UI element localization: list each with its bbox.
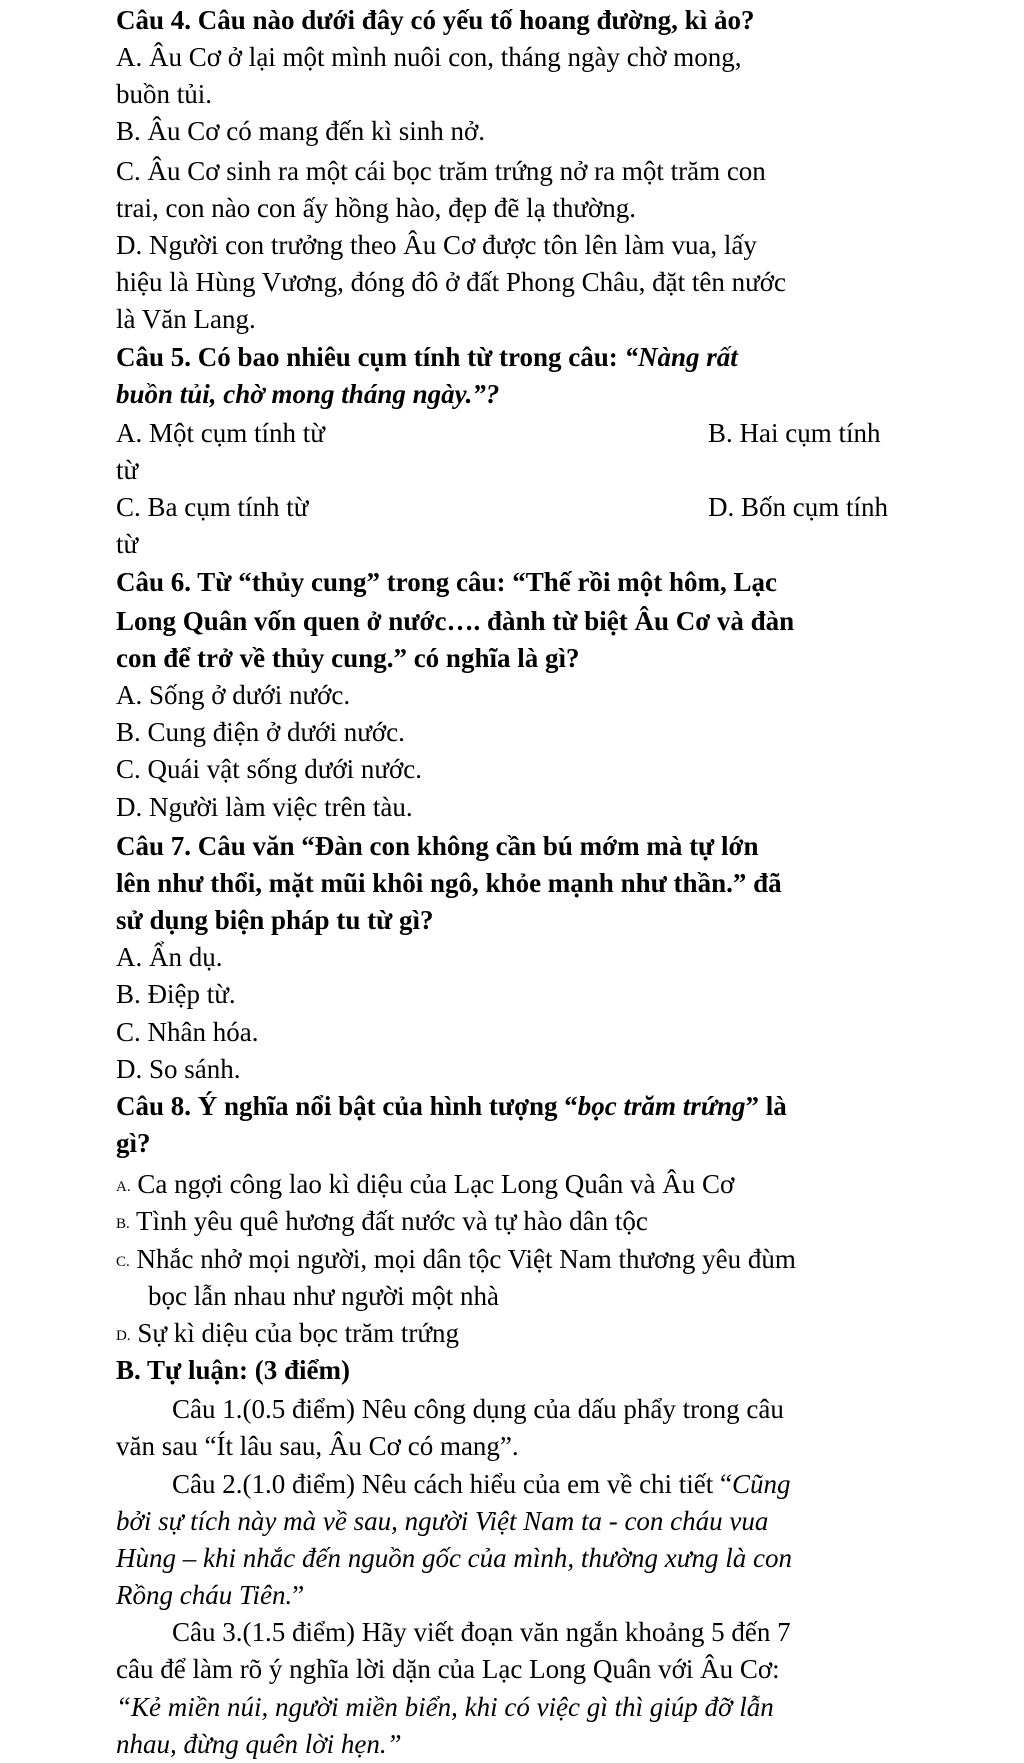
question-4-option-d: D. Người con trưởng theo Âu Cơ được tôn lên làm vua, lấy (116, 230, 757, 260)
question-5-option-c: C. Ba cụm tính từ (116, 492, 309, 522)
question-6-option-d: D. Người làm việc trên tàu. (116, 792, 413, 822)
question-8-option-a: A. Ca ngợi công lao kì diệu của Lạc Long Quân và Âu Cơ (116, 1169, 735, 1199)
question-4-title: Câu 4. Câu nào dưới đây có yếu tố hoang đường, kì ảo? (116, 5, 755, 35)
question-4-option-b: B. Âu Cơ có mang đến kì sinh nở. (116, 116, 486, 146)
question-7-option-c: C. Nhân hóa. (116, 1017, 259, 1047)
question-6-title: Câu 6. Từ “thủy cung” trong câu: “Thế rồi một hôm, Lạc (116, 567, 777, 597)
question-7-title-cont: lên như thổi, mặt mũi khôi ngô, khỏe mạnh như thần.” đã (116, 868, 782, 898)
question-8-option-d: D. Sự kì diệu của bọc trăm trứng (116, 1318, 460, 1348)
question-6-title-cont: Long Quân vốn quen ở nước…. đành từ biệt Âu Cơ và đàn (116, 606, 795, 636)
essay-question-1: Câu 1.(0.5 điểm) Nêu công dụng của dấu phẩy trong câu (172, 1394, 784, 1424)
essay-question-2: Câu 2.(1.0 điểm) Nêu cách hiểu của em về chi tiết “Cũng (172, 1469, 791, 1499)
question-8-option-c-cont: bọc lẫn nhau như người một nhà (148, 1281, 499, 1311)
question-5-option-d-cont: từ (116, 529, 139, 559)
essay-question-3-cont: câu để làm rõ ý nghĩa lời dặn của Lạc Long Quân với Âu Cơ: (116, 1654, 780, 1684)
question-4-option-d-cont: hiệu là Hùng Vương, đóng đô ở đất Phong Châu, đặt tên nước (116, 267, 787, 297)
question-7-option-a: A. Ẩn dụ. (116, 942, 223, 972)
essay-question-2-cont: bởi sự tích này mà về sau, người Việt Nam ta - con cháu vua (116, 1506, 769, 1536)
essay-question-3-cont2: “Kẻ miền núi, người miền biển, khi có việc gì thì giúp đỡ lẫn (116, 1692, 774, 1722)
question-6-option-c: C. Quái vật sống dưới nước. (116, 754, 423, 784)
essay-question-2-cont3: Rồng cháu Tiên.” (116, 1580, 305, 1610)
question-5-option-b-cont: từ (116, 455, 139, 485)
question-4-option-c: C. Âu Cơ sinh ra một cái bọc trăm trứng nở ra một trăm con (116, 156, 766, 186)
question-7-option-b: B. Điệp từ. (116, 979, 236, 1009)
question-5-title: Câu 5. Có bao nhiêu cụm tính từ trong câu: “Nàng rất (116, 342, 738, 372)
essay-question-3-cont3: nhau, đừng quên lời hẹn.” (116, 1729, 402, 1759)
question-5-option-a: A. Một cụm tính từ (116, 418, 325, 448)
question-5-option-b: B. Hai cụm tính (708, 418, 881, 448)
question-6-option-b: B. Cung điện ở dưới nước. (116, 717, 405, 747)
question-8-title: Câu 8. Ý nghĩa nổi bật của hình tượng “bọc trăm trứng” là (116, 1091, 787, 1121)
question-5-title-cont: buồn tủi, chờ mong tháng ngày.”? (116, 379, 500, 409)
question-4-option-a: A. Âu Cơ ở lại một mình nuôi con, tháng ngày chờ mong, (116, 42, 742, 72)
question-8-option-c: C. Nhắc nhở mọi người, mọi dân tộc Việt Nam thương yêu đùm (116, 1244, 796, 1274)
question-8-option-b: B. Tình yêu quê hương đất nước và tự hào dân tộc (116, 1206, 648, 1236)
essay-question-3: Câu 3.(1.5 điểm) Hãy viết đoạn văn ngắn khoảng 5 đến 7 (172, 1617, 791, 1647)
question-8-title-cont: gì? (116, 1128, 151, 1158)
question-4-option-a-cont: buồn tủi. (116, 79, 213, 109)
question-4-option-d-cont2: là Văn Lang. (116, 304, 256, 334)
question-7-option-d: D. So sánh. (116, 1054, 241, 1084)
essay-question-2-cont2: Hùng – khi nhắc đến nguồn gốc của mình, thường xưng là con (116, 1543, 793, 1573)
question-4-option-c-cont: trai, con nào con ấy hồng hào, đẹp đẽ lạ thường. (116, 193, 637, 223)
essay-heading: B. Tự luận: (3 điểm) (116, 1355, 350, 1385)
question-5-option-d: D. Bốn cụm tính (708, 492, 888, 522)
question-7-title-cont2: sử dụng biện pháp tu từ gì? (116, 905, 434, 935)
question-6-title-cont2: con để trở về thủy cung.” có nghĩa là gì? (116, 643, 580, 673)
question-7-title: Câu 7. Câu văn “Đàn con không cần bú mớm mà tự lớn (116, 831, 759, 861)
question-6-option-a: A. Sống ở dưới nước. (116, 680, 351, 710)
essay-question-1-cont: văn sau “Ít lâu sau, Âu Cơ có mang”. (116, 1431, 519, 1461)
